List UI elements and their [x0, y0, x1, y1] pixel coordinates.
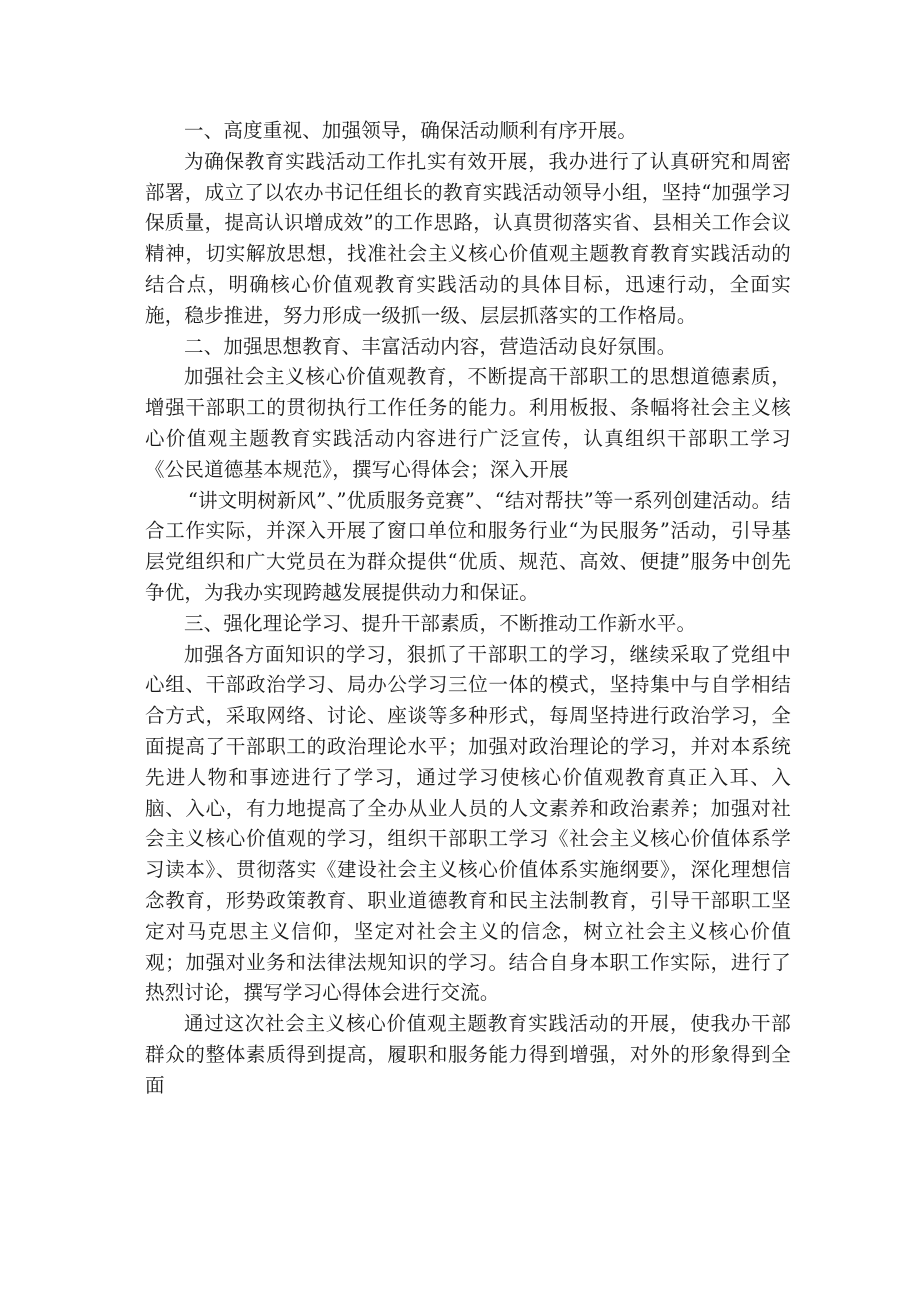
body-paragraph-1: 为确保教育实践活动工作扎实有效开展，我办进行了认真研究和周密部署，成立了以农办书记任组长的教育实践活动领导小组，坚持“加强学习保质量，提高认识增成效”的工作思路，认真贯彻落实省、县相关工作会议精神，切实解放思想，找准社会主义核心价值观主题教育教育实践活动的结合点，明确核心价值观教育实践活动的具体目标，迅速行动，全面实施，稳步推进，努力形成一级抓一级、层层抓落实的工作格局。: [145, 149, 791, 327]
document-body: [145, 116, 791, 1102]
section-heading-3: 三、强化理论学习、提升干部素质，不断推动工作新水平。: [184, 611, 697, 635]
section-heading-1: 一、高度重视、加强领导，确保活动顺利有序开展。: [184, 119, 638, 142]
body-paragraph-2-continued: “讲文明树新风”、”优质服务竞赛”、“结对帮扶”等一系列创建活动。结合工作实际，并深入开展了窗口单位和服务行业“为民服务”活动，引导基层党组织和广大党员在为群众提供“优质、规范、高效、便捷”服务中创先争优，为我办实现跨越发展提供动力和保证。: [145, 488, 791, 604]
body-paragraph-4: 通过这次社会主义核心价值观主题教育实践活动的开展，使我办干部群众的整体素质得到提高，履职和服务能力得到增强，对外的形象得到全面: [145, 1012, 791, 1097]
section-heading-2: 二、加强思想教育、丰富活动内容，营造活动良好氛围。: [184, 334, 677, 358]
body-paragraph-2: 加强社会主义核心价值观教育，不断提高干部职工的思想道德素质，增强干部职工的贯彻执行工作任务的能力。利用板报、条幅将社会主义核心价值观主题教育实践活动内容进行广泛宣传，认真组织干部职工学习《公民道德基本规范》，撰写心得体会；深入开展: [145, 365, 791, 481]
body-paragraph-3: 加强各方面知识的学习，狠抓了干部职工的学习，继续采取了党组中心组、干部政治学习、局办公学习三位一体的模式，坚持集中与自学相结合方式，采取网络、讨论、座谈等多种形式，每周坚持进行政治学习，全面提高了干部职工的政治理论水平；加强对政治理论的学习，并对本系统先进人物和事迹进行了学习，通过学习使核心价值观教育真正入耳、入脑、入心，有力地提高了全办从业人员的人文素养和政治素养；加强对社会主义核心价值观的学习，组织干部职工学习《社会主义核心价值体系学习读本》、贯彻落实《建设社会主义核心价值体系实施纲要》，深化理想信念教育，形势政策教育、职业道德教育和民主法制教育，引导干部职工坚定对马克思主义信仰，坚定对社会主义的信念，树立社会主义核心价值观；加强对业务和法律法规知识的学习。结合自身本职工作实际，进行了热烈讨论，撰写学习心得体会进行交流。: [145, 642, 791, 1005]
